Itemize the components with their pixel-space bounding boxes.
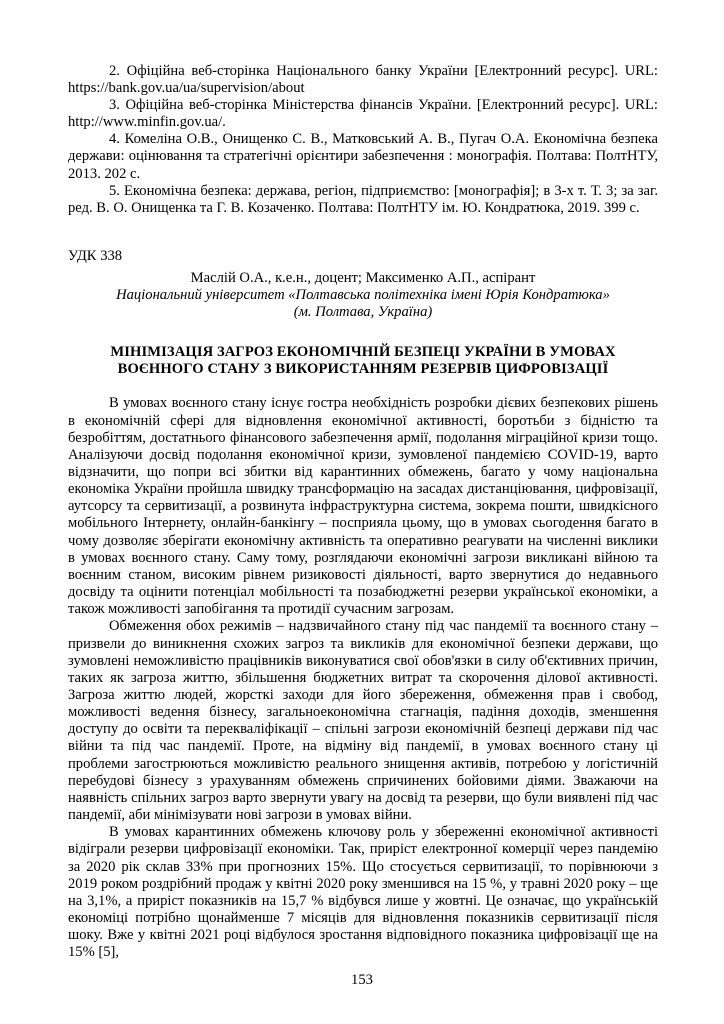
location-line: (м. Полтава, Україна) (293, 304, 433, 321)
authors-line: Маслій О.А., к.е.н., доцент; Максименко А.П., аспірант (190, 269, 536, 286)
udc-code: УДК 338 (68, 247, 123, 264)
body-paragraph-3: В умовах карантинних обмежень ключову роль у збереженні економічної активності відіграли резерви цифровізації економіки. Так, приріст електронної комерції через пандемію за 2020 рік склав 33% при прогнозних 15%. Що стосується сервитизації, то порівнюючи з 2019 роком роздрібний продаж у квітні 2020 року зменшився на 15 %, у травні 2020 року – ще на 3,1%, а приріст показників на 15,7 % відбувся лише у жовтні. Це означає, що українській економіці потрібно щонайменше 7 місяців для відновлення показників сервитизації після шоку. Вже у квітні 2021 році відбулося зростання відповідного показника цифровізації ще на 15% [5], (68, 824, 658, 961)
article-title-line-1: МІНІМІЗАЦІЯ ЗАГРОЗ ЕКОНОМІЧНІЙ БЕЗПЕЦІ УКРАЇНИ В УМОВАХ (110, 343, 616, 360)
body-paragraph-2: Обмеження обох режимів – надзвичайного стану під час пандемії та воєнного стану – призвели до виникнення схожих загроз та викликів для економічної безпеки держави, що зумовлені неможливістю працівників виконуватися свої обов'язки в силу об'єктивних причин, таких як загроза життю, збільшення бюджетних витрат та скорочення ділової активності. Загроза життю людей, жорсткі заходи для його збереження, обмеження прав і свобод, можливості ведення бізнесу, загальноекономічна стагнація, падіння доходів, зменшення доступу до освіти та перекваліфікації – спільні загрози економічній безпеці держави під час війни та під час пандемії. Проте, на відміну від пандемії, в умовах воєнного стану ці проблеми загострюються можливістю реального знищення активів, потребою у логістичній перебудові бізнесу з урахуванням обмежень спричинених бойовими діями. Зважаючи на наявність спільних загроз варто звернути увагу на досвід та резерви, що були виявлені під час пандемії, аби мінімізувати нові загрози в умовах війни. (68, 618, 658, 824)
page-content (68, 63, 658, 962)
article-header (68, 270, 658, 322)
page-number: 153 (351, 972, 373, 988)
reference-list (68, 63, 658, 217)
article-body (68, 395, 658, 961)
affiliation-line: Національний університет «Полтавська політехніка імені Юрія Кондратюка» (116, 287, 610, 304)
reference-item-5: 5. Економічна безпека: держава, регіон, підприємство: [монографія]; в 3-х т. Т. 3; за заг. ред. В. О. Онищенка та Г. В. Козаченко. Полтава: ПолтНТУ ім. Ю. Кондратюка, 2019. 399 с. (68, 182, 658, 216)
page-footer (0, 971, 724, 989)
reference-item-2: 2. Офіційна веб-сторінка Національного банку України [Електронний ресурс]. URL: https://bank.gov.ua/ua/supervision/about (68, 63, 658, 97)
body-paragraph-1: В умовах воєнного стану існує гостра необхідність розробки дієвих безпекових рішень в економічній сфері для відновлення економічної активності, боротьби з бідністю та безробіттям, достатнього фінансового забезпечення армії, подолання міграційної кризи тощо. Аналізуючи досвід подолання економічної кризи, зумовленої пандемією COVID-19, варто відзначити, що попри всі збитки від карантинних обмежень, багато у чому національна економіка України пройшла швидку трансформацію на засадах дистанціювання, цифровізації, аутсорсу та сервитизації, а розвинута інфраструктурна система, зокрема пошти, швидкісного мобільного Інтернету, онлайн-банкінгу – посприяла цьому, що в умовах сьогодення багато в чому дозволяє зберігати економічну активність та оперативно реагувати на численні виклики в умовах воєнного стану. Саму тому, розглядаючи економічні загрози викликані війною та воєнним станом, високим рівнем ризиковості діяльності, варто звернутися до недавнього досвіду та оцінити потенціал мобільності та позабюджетні резерви української економіки, а також можливості запобігання та протидії сучасним загрозам. (68, 395, 658, 618)
reference-item-3: 3. Офіційна веб-сторінка Міністерства фінансів України. [Електронний ресурс]. URL: http://www.minfin.gov.ua/. (68, 97, 658, 131)
article-title (68, 344, 658, 379)
reference-item-4: 4. Комеліна О.В., Онищенко С. В., Матковський А. В., Пугач О.А. Економічна безпека держави: оцінювання та стратегічні орієнтири забезпечення : монографія. Полтава: ПолтНТУ, 2013. 202 с. (68, 131, 658, 182)
article-title-line-2: ВОЄННОГО СТАНУ З ВИКОРИСТАННЯМ РЕЗЕРВІВ ЦИФРОВІЗАЦІЇ (117, 360, 609, 377)
